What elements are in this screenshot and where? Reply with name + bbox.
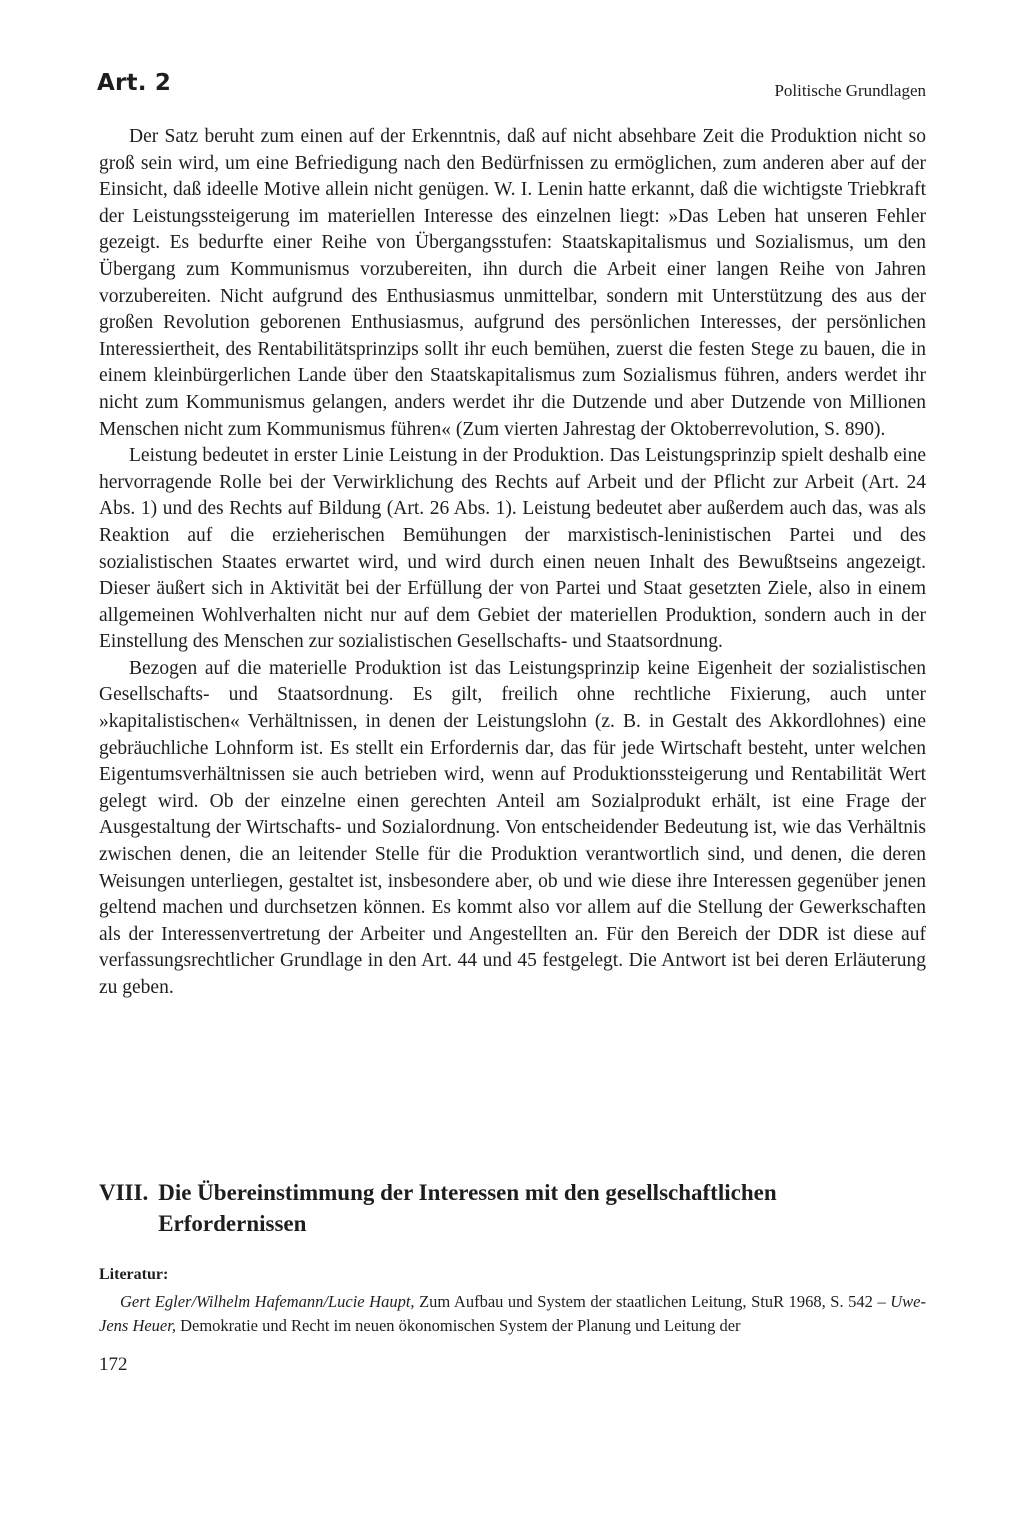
literature-entry: Zum Aufbau und System der staatlichen Leitung, StuR 1968, S. 542 – xyxy=(414,1292,891,1311)
paragraph: Bezogen auf die materielle Produktion ist das Leistungsprinzip keine Eigenheit der sozialistischen Gesellschafts- und Staatsordnung. Es gilt, freilich ohne rechtliche Fixierung, auch unter »kapitalistischen« Verhältnissen, in denen der Leistungslohn (z. B. in Gestalt des Akkordlohnes) eine gebräuchliche Lohnform ist. Es stellt ein Erfordernis dar, das für jede Wirtschaft besteht, unter welchen Eigentumsverhältnissen sie auch betrieben wird, wenn auf Produktionssteigerung und Rentabilität Wert gelegt wird. Ob der einzelne einen gerechten Anteil am Sozialprodukt erhält, ist eine Frage der Ausgestaltung der Wirtschafts- und Sozialordnung. Von entscheidender Bedeutung ist, wie das Verhältnis zwischen denen, die an leitender Stelle für die Produktion verantwortlich sind, und denen, die deren Weisungen unterliegen, gestaltet ist, insbesondere aber, ob und wie diese ihre Interessen gegenüber jenen geltend machen und durchsetzen können. Es kommt also vor allem auf die Stellung der Gewerkschaften als der Interessenvertretung der Arbeiter und Angestellten an. Für den Bereich der DDR ist diese auf verfassungsrechtlicher Grundlage in den Art. 44 und 45 festgelegt. Die Antwort ist bei deren Erläuterung zu geben. xyxy=(99,657,926,998)
literature-text xyxy=(99,1290,926,1338)
literature-label: Literatur: xyxy=(99,1266,169,1283)
literature-entry: Demokratie und Recht im neuen ökonomischen System der Planung und Leitung der xyxy=(175,1316,741,1335)
paragraph: Der Satz beruht zum einen auf der Erkenntnis, daß auf nicht absehbare Zeit die Produktion nicht so groß sein wird, um eine Befriedigung nach den Bedürfnissen zu ermöglichen, zum anderen aber auf der Einsicht, daß ideelle Motive allein nicht genügen. W. I. Lenin hatte erkannt, daß die wichtigste Triebkraft der Leistungssteigerung im materiellen Interesse des einzelnen liegt: »Das Leben hat unseren Fehler gezeigt. Es bedurfte einer Reihe von Übergangsstufen: Staatskapitalismus und Sozialismus, um den Übergang zum Kommunismus vorzubereiten, ihn durch die Arbeit einer langen Reihe von Jahren vorzubereiten. Nicht aufgrund des Enthusiasmus unmittelbar, sondern mit Unterstützung des aus der großen Revolution geborenen Enthusiasmus, aufgrund des persönlichen Interesses, der persönlichen Interessiertheit, des Rentabilitätsprinzips sollt ihr euch bemühen, zuerst die festen Stege zu bauen, die in einem kleinbürgerlichen Lande über den Staatskapitalismus zum Sozialismus führen, anders werdet ihr nicht zum Kommunismus gelangen, anders werdet ihr die Dutzende und aber Dutzende von Millionen Menschen nicht zum Kommunismus führen« (Zum vierten Jahrestag der Oktoberrevolution, S. 890). xyxy=(99,126,926,440)
section-heading xyxy=(99,1177,926,1239)
literature-author: Uwe-Jens Heuer, xyxy=(99,1292,926,1335)
body-text xyxy=(99,124,926,1002)
running-head: Politische Grundlagen xyxy=(774,81,926,100)
paragraph: Leistung bedeutet in erster Linie Leistung in der Produktion. Das Leistungsprinzip spielt deshalb eine hervorragende Rolle bei der Verwirklichung des Rechts auf Arbeit und der Pflicht zur Arbeit (Art. 24 Abs. 1) und des Rechts auf Bildung (Art. 26 Abs. 1). Leistung bedeutet aber außerdem auch das, was als Reaktion auf die erzieherischen Bemühungen der marxistisch-leninistischen Partei und des sozialistischen Staates erwartet wird, und wird durch einen neuen Inhalt des Bewußtseins angezeigt. Dieser äußert sich in Aktivität bei der Erfüllung der von Partei und Staat gesetzten Ziele, also in einem allgemeinen Wohlverhalten nicht nur auf dem Gebiet der materiellen Produktion, sondern auch in der Einstellung des Menschen zur sozialistischen Gesellschafts- und Staatsordnung. xyxy=(99,445,926,653)
section-title: Die Übereinstimmung der Interessen mit den gesellschaftlichen Erfordernissen xyxy=(158,1180,777,1236)
article-label: Art. 2 xyxy=(97,70,172,96)
literature-author: Gert Egler/Wilhelm Hafemann/Lucie Haupt, xyxy=(120,1292,415,1311)
page-number: 172 xyxy=(99,1354,128,1375)
section-number: VIII. xyxy=(99,1180,149,1205)
